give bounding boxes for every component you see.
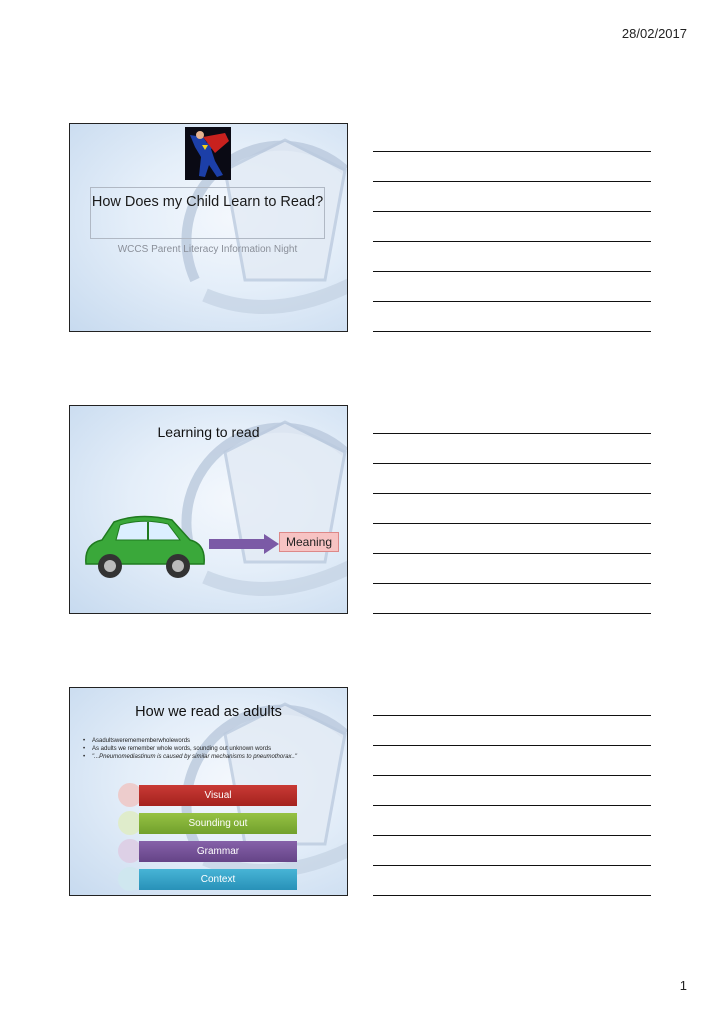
slide-1-thumbnail: [69, 123, 348, 332]
page-number: 1: [679, 978, 687, 993]
step-grammar: Grammar: [139, 841, 297, 862]
arrow-icon: [209, 534, 279, 554]
notes-lines-slide-1: [373, 151, 651, 361]
step-sounding-out: Sounding out: [139, 813, 297, 834]
page-date: 28/02/2017: [621, 26, 687, 41]
superman-image: [185, 127, 231, 180]
slide-3-thumbnail: [69, 687, 348, 896]
meaning-box: Meaning: [279, 532, 339, 552]
slide-2-thumbnail: [69, 405, 348, 614]
slide-2-title: Learning to read: [157, 424, 260, 440]
notes-lines-slide-2: [373, 433, 651, 643]
step-context: Context: [139, 869, 297, 890]
bullet-item: • As adults we remember whole words, sounding out unknown words: [83, 745, 313, 753]
green-car-image: [80, 514, 210, 584]
bullet-item: • Asadultsweremememberwholewords: [83, 737, 313, 745]
step-visual: Visual: [139, 785, 297, 806]
slide-3-title: How we read as adults: [135, 704, 282, 720]
slide-3-bullets: [83, 737, 313, 761]
slide-1-title: How Does my Child Learn to Read?: [90, 187, 325, 239]
notes-lines-slide-3: [373, 715, 651, 925]
bullet-item: • "...Pneumomediastinum is caused by similar mechanisms to pneumothorax..": [83, 753, 313, 761]
slide-1-subtitle: WCCS Parent Literacy Information Night: [117, 244, 298, 255]
